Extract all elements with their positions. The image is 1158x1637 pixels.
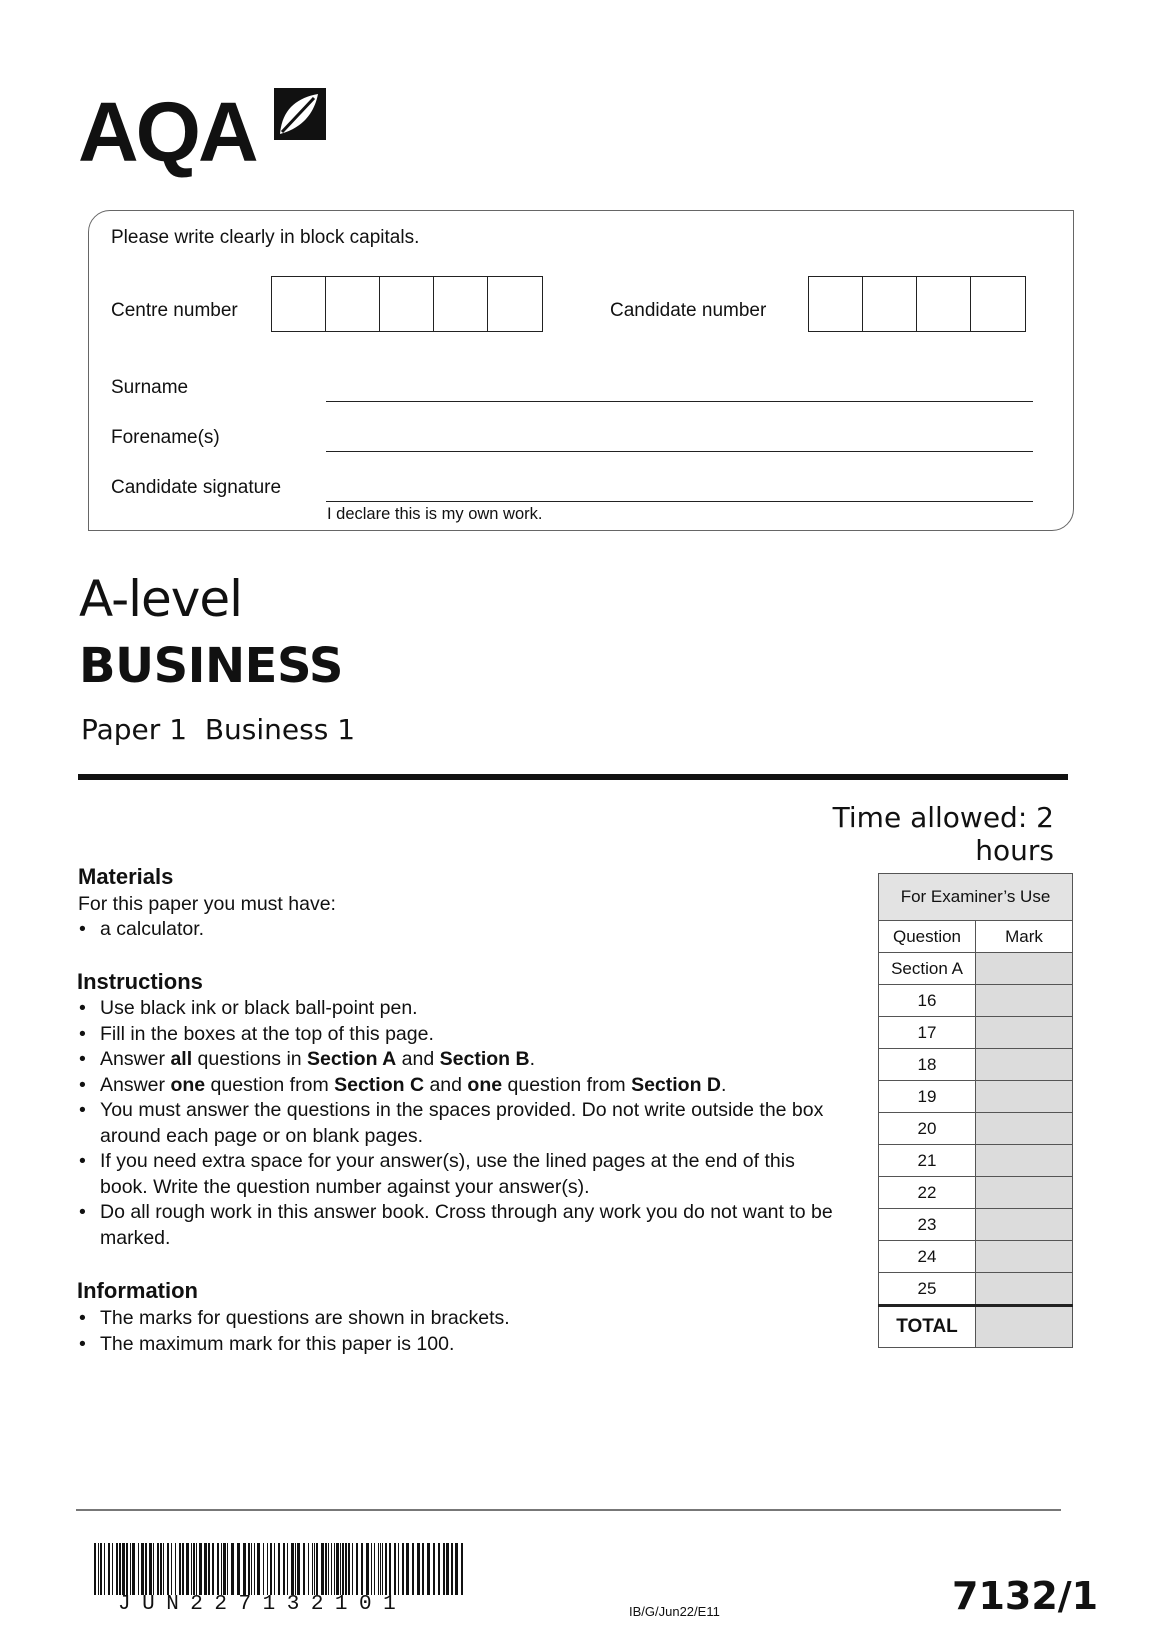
barcode-bar bbox=[446, 1543, 449, 1595]
barcode-bar bbox=[366, 1543, 369, 1595]
signature-label: Candidate signature bbox=[111, 477, 282, 498]
barcode-bar bbox=[145, 1543, 147, 1595]
total-row bbox=[879, 1306, 1073, 1348]
barcode-bar bbox=[374, 1543, 375, 1595]
barcode-bar bbox=[108, 1543, 110, 1595]
barcode-bar bbox=[257, 1543, 260, 1595]
barcode-bar bbox=[398, 1543, 399, 1595]
barcode-bar bbox=[331, 1543, 332, 1595]
information-list bbox=[78, 1306, 838, 1357]
barcode-bar bbox=[394, 1543, 396, 1595]
barcode-bar bbox=[342, 1543, 344, 1595]
barcode-bar bbox=[157, 1543, 159, 1595]
total-mark-cell bbox=[976, 1306, 1073, 1348]
barcode-bar bbox=[263, 1543, 264, 1595]
examiner-use-table bbox=[878, 873, 1073, 1348]
barcode-bar bbox=[461, 1543, 463, 1595]
centre-number-boxes[interactable] bbox=[271, 276, 543, 332]
barcode-bar bbox=[149, 1543, 152, 1595]
barcode-bar bbox=[389, 1543, 391, 1595]
barcode-bar bbox=[308, 1543, 309, 1595]
barcode-bar bbox=[179, 1543, 181, 1595]
question-cell: 25 bbox=[879, 1273, 976, 1306]
barcode-bar bbox=[237, 1543, 240, 1595]
paper-title bbox=[81, 713, 355, 746]
barcode-bar bbox=[223, 1543, 226, 1595]
examiner-table-rows bbox=[879, 953, 1073, 1306]
barcode-bar bbox=[412, 1543, 414, 1595]
materials-intro: For this paper you must have: bbox=[78, 893, 336, 915]
table-row bbox=[879, 1049, 1073, 1081]
barcode-bar bbox=[316, 1543, 318, 1595]
materials-list bbox=[78, 917, 838, 943]
question-cell: 21 bbox=[879, 1145, 976, 1177]
question-cell: 23 bbox=[879, 1209, 976, 1241]
barcode-bar bbox=[267, 1543, 268, 1595]
barcode-bar bbox=[196, 1543, 197, 1595]
barcode-bar bbox=[274, 1543, 275, 1595]
barcode-bar bbox=[116, 1543, 118, 1595]
qualification-level: A-level bbox=[79, 570, 243, 628]
paper-number: Paper 1 bbox=[81, 713, 188, 746]
list-item: • a calculator. bbox=[78, 917, 838, 943]
mark-cell bbox=[976, 1113, 1073, 1145]
barcode-bar bbox=[221, 1543, 222, 1595]
barcode-bar bbox=[433, 1543, 435, 1595]
forenames-label: Forename(s) bbox=[111, 427, 220, 448]
aqa-logo bbox=[78, 85, 328, 179]
barcode-bar bbox=[361, 1543, 363, 1595]
barcode-bar bbox=[422, 1543, 424, 1595]
barcode-bar bbox=[406, 1543, 409, 1595]
mark-cell bbox=[976, 985, 1073, 1017]
barcode-bar bbox=[438, 1543, 440, 1595]
list-item: • You must answer the questions in the spaces provided. Do not write outside the box around each page or on blank pages. bbox=[78, 1098, 838, 1149]
barcode-bar bbox=[283, 1543, 285, 1595]
list-item: • Answer one question from Section C and one question from Section D. bbox=[78, 1073, 838, 1099]
instructions-list bbox=[78, 996, 838, 1251]
table-row bbox=[879, 1017, 1073, 1049]
examiner-table-title: For Examiner’s Use bbox=[879, 874, 1073, 921]
barcode-bar bbox=[312, 1543, 313, 1595]
table-row bbox=[879, 1081, 1073, 1113]
list-item: • The maximum mark for this paper is 100. bbox=[78, 1332, 838, 1358]
instructions-heading: Instructions bbox=[77, 969, 203, 994]
signature-field[interactable] bbox=[326, 501, 1033, 502]
mark-cell bbox=[976, 1145, 1073, 1177]
barcode-bar bbox=[138, 1543, 139, 1595]
mark-cell bbox=[976, 953, 1073, 985]
candidate-number-boxes[interactable] bbox=[808, 276, 1026, 332]
barcode-bar bbox=[382, 1543, 383, 1595]
table-row bbox=[879, 1273, 1073, 1306]
barcode-bar bbox=[243, 1543, 246, 1595]
barcode-bar bbox=[295, 1543, 296, 1595]
centre-number-digit[interactable] bbox=[488, 277, 542, 331]
mark-cell bbox=[976, 1017, 1073, 1049]
barcode-bar bbox=[380, 1543, 381, 1595]
barcode-bar bbox=[100, 1543, 102, 1595]
mark-cell bbox=[976, 1081, 1073, 1113]
barcode-bar bbox=[325, 1543, 327, 1595]
question-cell: 20 bbox=[879, 1113, 976, 1145]
barcode-bar bbox=[132, 1543, 135, 1595]
list-item: • If you need extra space for your answer(s), use the lined pages at the end of this book. Write the question number against your answer(s). bbox=[78, 1149, 838, 1200]
list-item: • Fill in the boxes at the top of this page. bbox=[78, 1022, 838, 1048]
barcode-bar bbox=[291, 1543, 294, 1595]
table-row bbox=[879, 1177, 1073, 1209]
barcode-bar bbox=[254, 1543, 255, 1595]
barcode-bar bbox=[340, 1543, 341, 1595]
barcode-bar bbox=[160, 1543, 162, 1595]
barcode-bar bbox=[193, 1543, 195, 1595]
barcode-bar bbox=[175, 1543, 176, 1595]
barcode-bar bbox=[98, 1543, 99, 1595]
barcode-bar bbox=[208, 1543, 210, 1595]
materials-heading: Materials bbox=[78, 864, 174, 889]
paper-name: Business 1 bbox=[204, 713, 356, 746]
mark-column-header: Mark bbox=[976, 921, 1073, 953]
question-cell: 24 bbox=[879, 1241, 976, 1273]
surname-field[interactable] bbox=[326, 401, 1033, 402]
barcode-bar bbox=[443, 1543, 445, 1595]
barcode-bar bbox=[385, 1543, 387, 1595]
mark-cell bbox=[976, 1241, 1073, 1273]
forenames-field[interactable] bbox=[326, 451, 1033, 452]
barcode-bar bbox=[334, 1543, 335, 1595]
document-reference: IB/G/Jun22/E11 bbox=[629, 1604, 720, 1619]
barcode-bar bbox=[126, 1543, 128, 1595]
time-value: 2 hours bbox=[975, 801, 1054, 867]
barcode-bar bbox=[204, 1543, 207, 1595]
barcode-bar bbox=[171, 1543, 172, 1595]
logo-text: AQA bbox=[78, 85, 256, 179]
barcode-bar bbox=[182, 1543, 184, 1595]
barcode-bar bbox=[199, 1543, 202, 1595]
candidate-number-digit[interactable] bbox=[971, 277, 1025, 331]
barcode-text: JUN227132101 bbox=[118, 1593, 408, 1616]
barcode-bar bbox=[455, 1543, 458, 1595]
barcode-bar bbox=[345, 1543, 347, 1595]
list-item: • Answer all questions in Section A and Section B. bbox=[78, 1047, 838, 1073]
barcode-bar bbox=[227, 1543, 228, 1595]
barcode-bar bbox=[427, 1543, 430, 1595]
candidate-number-digit[interactable] bbox=[863, 277, 917, 331]
question-cell: 19 bbox=[879, 1081, 976, 1113]
candidate-number-digit[interactable] bbox=[917, 277, 971, 331]
barcode-bar bbox=[104, 1543, 105, 1595]
barcode-bar bbox=[378, 1543, 379, 1595]
block-capitals-instruction: Please write clearly in block capitals. bbox=[111, 227, 420, 248]
barcode-bar bbox=[186, 1543, 189, 1595]
barcode-bar bbox=[314, 1543, 315, 1595]
time-label: Time allowed: bbox=[832, 801, 1028, 834]
barcode-bar bbox=[356, 1543, 358, 1595]
mark-cell bbox=[976, 1209, 1073, 1241]
mark-cell bbox=[976, 1273, 1073, 1306]
barcode-bar bbox=[119, 1543, 121, 1595]
centre-number-digit[interactable] bbox=[380, 277, 434, 331]
barcode-bar bbox=[122, 1543, 125, 1595]
centre-number-digit[interactable] bbox=[272, 277, 326, 331]
candidate-number-label: Candidate number bbox=[610, 300, 767, 321]
barcode-bar bbox=[231, 1543, 234, 1595]
list-item: • The marks for questions are shown in brackets. bbox=[78, 1306, 838, 1332]
question-cell: 22 bbox=[879, 1177, 976, 1209]
barcode-bar bbox=[451, 1543, 453, 1595]
barcode-bar bbox=[251, 1543, 252, 1595]
mark-cell bbox=[976, 1177, 1073, 1209]
table-row bbox=[879, 1241, 1073, 1273]
footer-divider bbox=[76, 1509, 1061, 1511]
barcode-bar bbox=[167, 1543, 169, 1595]
table-row bbox=[879, 1209, 1073, 1241]
surname-label: Surname bbox=[111, 377, 189, 398]
barcode-bar bbox=[321, 1543, 324, 1595]
barcode-bar bbox=[141, 1543, 144, 1595]
barcode-bar bbox=[153, 1543, 154, 1595]
barcode-bar bbox=[417, 1543, 420, 1595]
centre-number-label: Centre number bbox=[111, 300, 238, 321]
question-cell: 16 bbox=[879, 985, 976, 1017]
total-label: TOTAL bbox=[879, 1306, 976, 1348]
declaration-text: I declare this is my own work. bbox=[327, 505, 543, 523]
table-row bbox=[879, 985, 1073, 1017]
time-allowed bbox=[774, 801, 1054, 867]
barcode-bar bbox=[348, 1543, 350, 1595]
barcode-bar bbox=[336, 1543, 339, 1595]
table-row bbox=[879, 1113, 1073, 1145]
barcode-bar bbox=[248, 1543, 250, 1595]
barcode bbox=[94, 1543, 466, 1595]
barcode-bar bbox=[217, 1543, 219, 1595]
subject-title: BUSINESS bbox=[79, 638, 343, 694]
barcode-bar bbox=[212, 1543, 214, 1595]
barcode-bar bbox=[130, 1543, 131, 1595]
question-cell: 17 bbox=[879, 1017, 976, 1049]
barcode-bar bbox=[191, 1543, 192, 1595]
table-row bbox=[879, 953, 1073, 985]
list-item: • Use black ink or black ball-point pen. bbox=[78, 996, 838, 1022]
paper-code: 7132/1 bbox=[952, 1574, 1099, 1618]
list-item: • Do all rough work in this answer book. Cross through any work you do not want to be marked. bbox=[78, 1200, 838, 1251]
barcode-bar bbox=[94, 1543, 96, 1595]
question-column-header: Question bbox=[879, 921, 976, 953]
barcode-bar bbox=[328, 1543, 329, 1595]
leaf-icon bbox=[274, 88, 326, 140]
barcode-bar bbox=[352, 1543, 353, 1595]
barcode-bar bbox=[303, 1543, 305, 1595]
information-heading: Information bbox=[77, 1278, 198, 1303]
barcode-bar bbox=[402, 1543, 404, 1595]
centre-number-digit[interactable] bbox=[434, 277, 488, 331]
barcode-bar bbox=[270, 1543, 272, 1595]
title-divider bbox=[78, 774, 1068, 780]
question-cell: Section A bbox=[879, 953, 976, 985]
centre-number-digit[interactable] bbox=[326, 277, 380, 331]
table-row bbox=[879, 1145, 1073, 1177]
question-cell: 18 bbox=[879, 1049, 976, 1081]
candidate-number-digit[interactable] bbox=[809, 277, 863, 331]
barcode-bar bbox=[112, 1543, 113, 1595]
barcode-bar bbox=[371, 1543, 372, 1595]
barcode-bar bbox=[287, 1543, 288, 1595]
barcode-bar bbox=[278, 1543, 280, 1595]
barcode-bar bbox=[297, 1543, 300, 1595]
mark-cell bbox=[976, 1049, 1073, 1081]
barcode-bar bbox=[163, 1543, 164, 1595]
